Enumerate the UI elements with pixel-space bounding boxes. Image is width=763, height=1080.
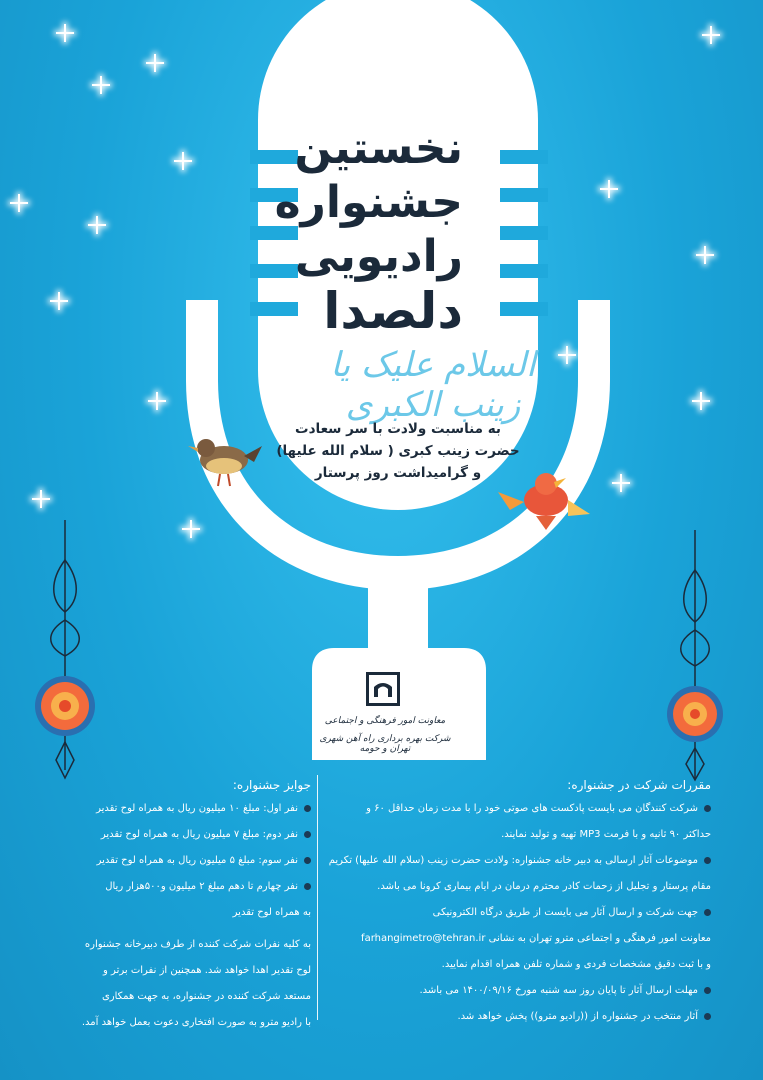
subtitle-line-1: به مناسبت ولادت با سر سعادت <box>295 421 501 437</box>
bullet-icon <box>304 805 311 812</box>
prize-line: نفر دوم: مبلغ ۷ میلیون ریال به همراه لوح تقدیر <box>61 822 311 848</box>
rules-line: حداکثر ۹۰ ثانیه و با فرمت MP3 تهیه و تولید نمایند. <box>501 829 711 840</box>
prizes-footer-line: مستعد شرکت کننده در جشنواره، به جهت همکاری <box>101 991 311 1002</box>
bullet-icon <box>304 831 311 838</box>
bird-icon <box>496 466 592 532</box>
rules-line: آثار منتخب در جشنواره از ((رادیو مترو)) پخش خواهد شد. <box>311 1004 711 1030</box>
rules-heading: مقررات شرکت در جشنواره: <box>567 778 711 792</box>
subtitle-line-3: و گرامیداشت روز پرستار <box>314 465 482 481</box>
rules-line-email: معاونت امور فرهنگی و اجتماعی مترو تهران به نشانی farhangimetro@tehran.ir <box>361 933 711 944</box>
title-line-2: جشنواره <box>274 177 463 228</box>
rules-line: مقام پرستار و تجلیل از زحمات کادر محترم درمان در ایام بیماری کرونا می باشد. <box>377 881 711 892</box>
title-line-4: دلصدا <box>323 282 463 340</box>
calligraphy-text: السلام علیک یا زینب الکبری <box>330 345 536 425</box>
bullet-icon <box>704 1013 711 1020</box>
rules-line: موضوعات آثار ارسالی به دبیر خانه جشنواره: ولادت حضرت زینب (سلام الله علیها) تکریم <box>311 848 711 874</box>
prizes-footer-line: لوح تقدیر اهدا خواهد شد. همچنین از نفرات برتر و <box>103 965 311 976</box>
bullet-icon <box>304 883 311 890</box>
prize-line: به همراه لوح تقدیر <box>232 907 311 918</box>
prize-line: نفر اول: مبلغ ۱۰ میلیون ریال به همراه لوح تقدیر <box>61 796 311 822</box>
title-line-1: نخستین <box>294 123 463 174</box>
bullet-icon <box>304 857 311 864</box>
prizes-panel <box>61 778 311 1036</box>
bullet-icon <box>704 857 711 864</box>
right-ornament-icon <box>660 530 730 790</box>
prizes-footer-line: با رادیو مترو به صورت افتخاری دعوت بعمل خواهد آمد. <box>81 1017 311 1028</box>
bullet-icon <box>704 909 711 916</box>
rules-panel <box>311 778 711 1030</box>
rules-line: شرکت کنندگان می بایست پادکست های صوتی خود را با مدت زمان حداقل ۶۰ و <box>311 796 711 822</box>
prizes-footer-line: به کلیه نفرات شرکت کننده از طرف دبیرخانه جشنواره <box>84 939 311 950</box>
bullet-icon <box>704 805 711 812</box>
rules-line: و با ثبت دقیق مشخصات فردی و شماره تلفن همراه اقدام نمایید. <box>441 959 711 970</box>
rules-line: جهت شرکت و ارسال آثار می بایست از طریق درگاه الکترونیکی <box>311 900 711 926</box>
org-line-2: شرکت بهره برداری راه آهن شهری تهران و حومه <box>319 734 451 754</box>
bullet-icon <box>704 987 711 994</box>
left-ornament-icon <box>30 520 100 790</box>
prize-line: نفر سوم: مبلغ ۵ میلیون ریال به همراه لوح تقدیر <box>61 848 311 874</box>
prize-line: نفر چهارم تا دهم مبلغ ۲ میلیون و۵۰۰هزار ریال <box>61 874 311 900</box>
org-line-1: معاونت امور فرهنگی و اجتماعی <box>324 716 446 726</box>
metro-logo-icon <box>366 672 400 706</box>
bird-icon <box>184 426 264 492</box>
subtitle-line-2: حضرت زینب کبری ( سلام الله علیها) <box>276 443 520 459</box>
title-line-3: رادیویی <box>294 231 463 282</box>
prizes-heading: جوایز جشنواره: <box>232 778 311 792</box>
rules-line: مهلت ارسال آثار تا پایان روز سه شنبه مورخ ۱۴۰۰/۰۹/۱۶ می باشد. <box>311 978 711 1004</box>
